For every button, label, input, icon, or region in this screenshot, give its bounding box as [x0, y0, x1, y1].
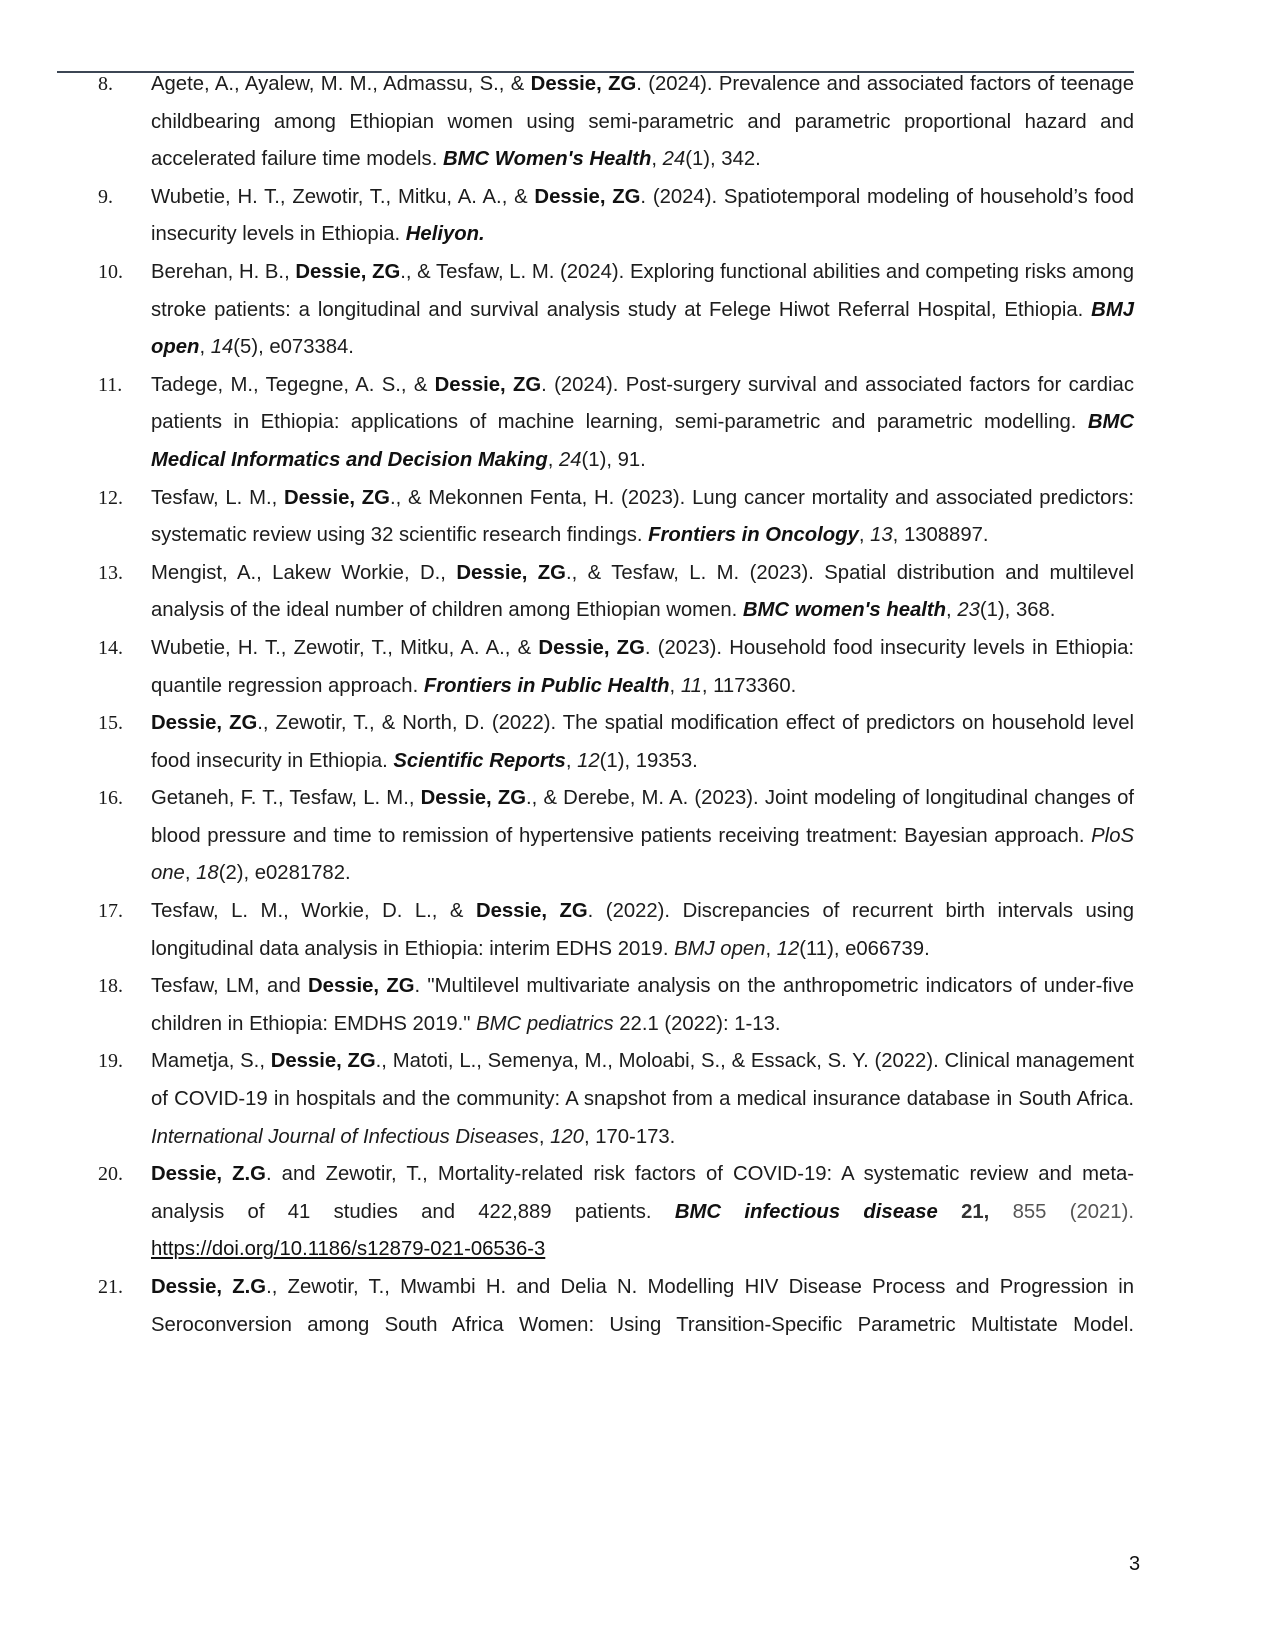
reference-title: ., & Derebe, M. A. (2023). Joint modeling of longitudinal changes of blood pressure and time to remission of hypertensive patients receiving treatment: Bayesian approach.: [151, 787, 1134, 847]
highlighted-author: Dessie, ZG: [434, 373, 542, 396]
reference-authors: Tesfaw, L. M.,: [151, 486, 284, 509]
highlighted-author: Dessie, Z.G: [151, 1163, 266, 1186]
reference-text: [151, 179, 1134, 254]
reference-title: . (2024). Spatiotemporal modeling of household’s food insecurity levels in Ethiopia.: [151, 185, 1134, 246]
separator: ,: [184, 862, 197, 885]
reference-item: [0, 480, 1275, 555]
reference-authors: Wubetie, H. T., Zewotir, T., Mitku, A. A., &: [151, 185, 535, 208]
reference-title: ., & Tesfaw, L. M. (2023). Spatial distribution and multilevel analysis of the ideal number of children among Ethiopian women.: [151, 561, 1134, 622]
highlighted-author: Dessie, ZG: [534, 185, 641, 208]
reference-authors: Berehan, H. B.,: [151, 260, 296, 283]
reference-number: 19.: [98, 1050, 123, 1073]
reference-item: [0, 705, 1275, 780]
highlighted-author: Dessie, ZG: [538, 636, 645, 659]
issue-pages: , 1308897.: [892, 524, 989, 547]
highlighted-author: Dessie, ZG: [308, 975, 415, 998]
reference-number: 13.: [98, 561, 123, 584]
volume: 12: [577, 749, 600, 772]
separator: ,: [765, 937, 777, 960]
journal-name: Heliyon.: [405, 223, 485, 246]
highlighted-author: Dessie, ZG: [456, 561, 566, 584]
separator: ,: [538, 1125, 551, 1148]
reference-item: [0, 367, 1275, 480]
volume: 13: [870, 524, 893, 547]
highlighted-author: Dessie, ZG: [284, 486, 390, 509]
reference-title: . (2024). Prevalence and associated factors of teenage childbearing among Ethiopian women using semi-parametric and parametric proportional hazard and accelerated failure time models.: [151, 73, 1134, 171]
issue-pages: 22.1 (2022): 1-13.: [613, 1012, 781, 1035]
separator: ,: [547, 448, 559, 471]
reference-number: 12.: [98, 486, 123, 509]
reference-title: ., & Mekonnen Fenta, H. (2023). Lung cancer mortality and associated predictors: systematic review using 32 scientific research findings.: [151, 486, 1134, 547]
reference-number: 10.: [98, 260, 123, 283]
issue-pages: 855 (2021).: [989, 1200, 1134, 1223]
reference-authors: Mametja, S.,: [151, 1050, 271, 1073]
journal-name: BMC Medical Informatics and Decision Making: [151, 411, 1134, 471]
reference-text: [151, 367, 1134, 480]
journal-name: Scientific Reports: [393, 749, 566, 772]
reference-number: 20.: [98, 1163, 123, 1186]
reference-authors: Agete, A., Ayalew, M. M., Admassu, S., &: [151, 73, 531, 95]
volume: 11: [680, 674, 702, 697]
journal-name: BMJ open: [151, 298, 1134, 359]
issue-pages: , 170-173.: [583, 1125, 676, 1148]
issue-pages: (1), 368.: [979, 599, 1056, 622]
issue-pages: (11), e066739.: [799, 937, 930, 960]
issue-pages: (1), 91.: [581, 448, 646, 471]
volume: 12: [776, 937, 800, 960]
journal-name: BMC women's health: [742, 599, 947, 622]
journal-name: Frontiers in Public Health: [423, 674, 670, 697]
reference-text: [151, 780, 1134, 893]
reference-authors: Wubetie, H. T., Zewotir, T., Mitku, A. A., &: [151, 636, 539, 659]
volume: 120: [550, 1125, 584, 1148]
reference-item: [0, 968, 1275, 1043]
highlighted-author: Dessie, ZG: [475, 900, 588, 923]
reference-text: [151, 480, 1134, 555]
issue-pages: , 1173360.: [701, 674, 797, 697]
separator: ,: [669, 674, 681, 697]
journal-name: BMC Women's Health: [442, 148, 652, 171]
reference-number: 18.: [98, 975, 123, 998]
volume: 21,: [937, 1200, 990, 1223]
journal-name: BMJ open: [674, 937, 766, 960]
reference-number: 15.: [98, 712, 123, 735]
reference-number: 16.: [98, 787, 123, 810]
reference-item: [0, 1156, 1275, 1269]
reference-number: 9.: [98, 185, 113, 208]
reference-item: [0, 66, 1275, 179]
volume: 23: [957, 599, 980, 622]
reference-item: [0, 179, 1275, 254]
reference-title: . and Zewotir, T., Mortality-related risk factors of COVID-19: A systematic review and meta-analysis of 41 studies and 422,889 patients.: [151, 1163, 1135, 1223]
highlighted-author: Dessie, ZG: [270, 1050, 376, 1073]
reference-number: 17.: [98, 900, 123, 923]
separator: ,: [946, 599, 958, 622]
separator: ,: [199, 336, 211, 359]
separator: ,: [565, 749, 578, 772]
journal-name: International Journal of Infectious Diseases: [151, 1125, 539, 1148]
reference-title: ., & Tesfaw, L. M. (2024). Exploring functional abilities and competing risks among stroke patients: a longitudinal and survival analysis study at Felege Hiwot Referral Hospital, Ethiopia.: [151, 260, 1134, 321]
reference-title: ., Zewotir, T., & North, D. (2022). The spatial modification effect of predictors on household level food insecurity in Ethiopia.: [151, 712, 1134, 772]
reference-number: 14.: [98, 636, 123, 659]
reference-text: [151, 630, 1134, 705]
reference-item: [0, 1269, 1275, 1344]
reference-text: [151, 1156, 1134, 1269]
journal-name: BMC pediatrics: [476, 1012, 614, 1035]
volume: 18: [196, 862, 219, 885]
separator: ,: [651, 148, 663, 171]
reference-title: . (2023). Household food insecurity levels in Ethiopia: quantile regression approach.: [151, 636, 1135, 697]
reference-item: [0, 555, 1275, 630]
reference-text: [151, 1269, 1134, 1344]
volume: 24: [558, 448, 582, 471]
reference-number: 21.: [98, 1276, 123, 1298]
reference-text: [151, 1043, 1134, 1156]
highlighted-author: Dessie, ZG: [530, 73, 637, 95]
reference-title: . "Multilevel multivariate analysis on the anthropometric indicators of under-five children in Ethiopia: EMDHS 2019.": [151, 975, 1134, 1035]
doi-link[interactable]: https://doi.org/10.1186/s12879-021-06536-3: [151, 1238, 546, 1261]
reference-title: . (2022). Discrepancies of recurrent birth intervals using longitudinal data analysis in Ethiopia: interim EDHS 2019.: [151, 900, 1134, 960]
separator: ,: [858, 524, 871, 547]
reference-text: [151, 893, 1134, 968]
reference-number: 8.: [98, 73, 113, 95]
journal-name: BMC infectious disease: [674, 1200, 938, 1223]
reference-authors: Tesfaw, LM, and: [151, 975, 309, 998]
reference-item: [0, 893, 1275, 968]
reference-text: [151, 705, 1134, 780]
journal-name: Frontiers in Oncology: [648, 524, 859, 547]
reference-item: [0, 1043, 1275, 1156]
volume: 24: [662, 148, 686, 171]
reference-title: ., Matoti, L., Semenya, M., Moloabi, S., & Essack, S. Y. (2022). Clinical management of COVID-19 in hospitals and the community: A snapshot from a medical insurance database in South Africa.: [151, 1050, 1134, 1111]
reference-text: [151, 555, 1134, 630]
issue-pages: (1), 342.: [685, 148, 761, 171]
highlighted-author: Dessie, ZG: [420, 787, 527, 810]
issue-pages: (2), e0281782.: [218, 862, 351, 885]
reference-item: [0, 254, 1275, 367]
issue-pages: (5), e073384.: [233, 336, 354, 359]
reference-authors: Mengist, A., Lakew Workie, D.,: [151, 561, 457, 584]
reference-authors: Tadege, M., Tegegne, A. S., &: [151, 373, 435, 396]
reference-list: [0, 66, 1275, 1344]
reference-number: 11.: [98, 373, 123, 396]
reference-title: . (2024). Post-surgery survival and associated factors for cardiac patients in Ethiopia: applications of machine learning, semi-parametric and parametric modelling.: [151, 373, 1134, 434]
highlighted-author: Dessie, ZG: [151, 712, 258, 735]
reference-title: ., Zewotir, T., Mwambi H. and Delia N. Modelling HIV Disease Process and Progression in Seroconversion among South Africa Women: Using Transition-Specific Parametric Multistate Model.: [151, 1276, 1134, 1336]
reference-text: [151, 66, 1134, 179]
highlighted-author: Dessie, ZG: [295, 260, 401, 283]
reference-authors: Tesfaw, L. M., Workie, D. L., &: [151, 900, 476, 923]
reference-authors: Getaneh, F. T., Tesfaw, L. M.,: [151, 787, 421, 810]
volume: 14: [210, 336, 234, 359]
page-number: 3: [1129, 1553, 1141, 1575]
reference-text: [151, 254, 1134, 367]
journal-name: PloS one: [151, 824, 1134, 885]
reference-item: [0, 780, 1275, 893]
reference-item: [0, 630, 1275, 705]
highlighted-author: Dessie, Z.G: [151, 1276, 267, 1298]
issue-pages: (1), 19353.: [599, 749, 698, 772]
reference-text: [151, 968, 1134, 1043]
